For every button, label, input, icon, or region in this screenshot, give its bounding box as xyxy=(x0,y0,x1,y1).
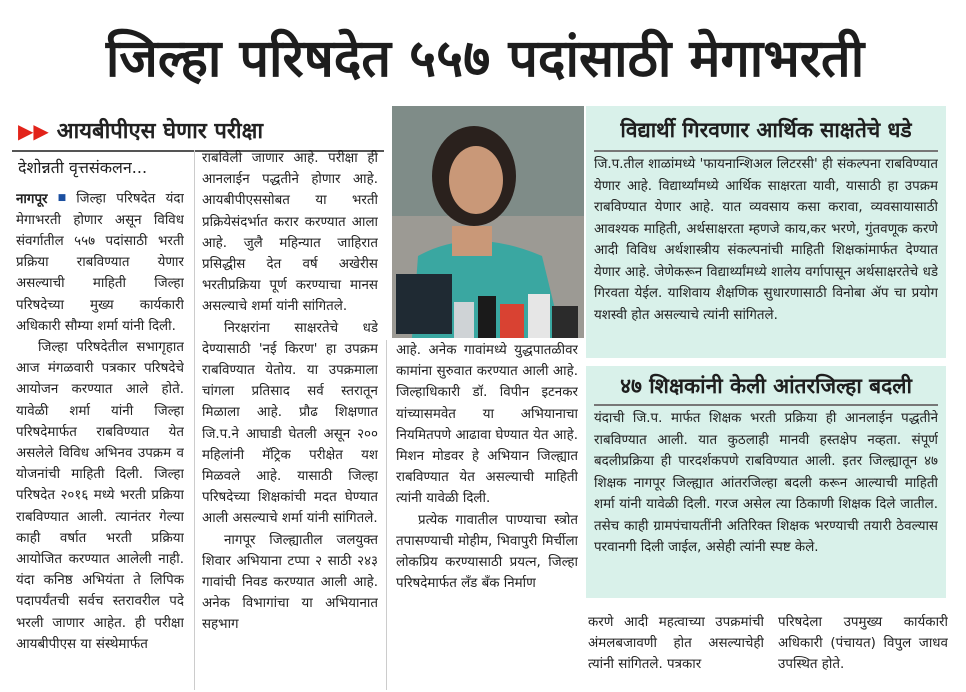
article-column-5 xyxy=(778,612,948,690)
sidebar-box-teacher-transfer xyxy=(586,366,946,598)
dateline-square-icon: ■ xyxy=(51,193,73,203)
box2-title: ४७ शिक्षकांनी केली आंतरजिल्हा बदली xyxy=(620,374,912,398)
column-divider xyxy=(194,150,195,690)
article-column-2 xyxy=(202,148,378,688)
dateline xyxy=(16,192,76,207)
double-arrow-icon: ▶▶ xyxy=(18,119,49,143)
article-column-1 xyxy=(16,188,184,688)
subheadline xyxy=(18,116,263,146)
column2-paragraph-2: निरक्षरांना साक्षरतेचे धडे देण्यासाठी 'नई किरण' हा उपक्रम राबविण्यात येतोय. या उपक्रमाला चांगला प्रतिसाद सर्व स्तरातून मिळाला आहे. प्रौढ शिक्षणात जि.प.ने आघाडी घेतली असून २०० महिलांनी मॅट्रिक परीक्षेत यश मिळवले आहे. यासाठी जिल्हा परिषदेच्या शिक्षकांची मदत घेण्यात आली असल्याचे शर्मा यांनी सांगितले. xyxy=(202,320,378,527)
article-column-4 xyxy=(588,612,764,690)
speaker-photo-illustration xyxy=(392,106,584,338)
box1-body xyxy=(594,154,938,354)
column2-paragraph-3: नागपूर जिल्ह्यातील जलयुक्त शिवार अभियाना टप्पा २ साठी २४३ गावांची निवड करण्यात आली आहे. अनेक विभागांचा या अभियानात सहभाग xyxy=(202,532,378,633)
article-column-3 xyxy=(396,340,578,690)
box1-title: विद्यार्थी गिरवणार आर्थिक साक्षतेचे धडे xyxy=(620,118,912,142)
press-conference-photo xyxy=(392,106,584,338)
dateline-city: नागपूर xyxy=(16,191,48,207)
column4-text: करणे आदी महत्वाच्या उपक्रमांची अंमलबजावणी होत असल्याचेही त्यांनी सांगितले. पत्रकार xyxy=(588,615,764,673)
column1-lead: जिल्हा परिषदेत xyxy=(76,191,156,207)
box1-text: जि.प.तील शाळांमध्ये 'फायनान्शिअल लिटरसी' ही संकल्पना राबविण्यात येणार आहे. विद्यार्थ्यांमध्ये आर्थिक साक्षरता यावी, यासाठी हा उपक्रम राबविण्यात येणार आहे. यात व्यवसाय कसा करावा, व्यवसायासाठी आवश्यक माहिती, अर्थसाक्षरता म्हणजे काय,कर भरणे, गुंतवणूक करणे आदी विविध अर्थशास्त्रीय संकल्पनांची माहिती शिक्षकांमार्फत देण्यात येणार आहे. जेणेकरून विद्यार्थ्यांमध्ये शालेय वर्गापासून अर्थसाक्षरतेचे धडे गिरवता येईल. याशिवाय शैक्षणिक सुधारणासाठी विनोबा ॲप चा प्रयोग यशस्वी होत असल्याचे त्यांनी सांगितले. xyxy=(594,157,938,323)
subheadline-text: आयबीपीएस घेणार परीक्षा xyxy=(56,119,264,144)
column1-paragraph-2: जिल्हा परिषदेतील सभागृहात आज मंगळवारी पत्रकार परिषदेचे आयोजन करण्यात आले होते. यावेळी शर्मा यांनी जिल्हा परिषदेमार्फत राबविण्यात येत असलेले विविध अभिनव उपक्रम व योजनांची माहिती दिली. जिल्हा परिषदेत २०१६ मध्ये भरती प्रक्रिया राबविण्यात आली. त्यानंतर गेल्या काही वर्षात भरती प्रक्रिया आयोजित करण्यात आलेली नाही. यंदा कनिष्ठ अभियंता ते लिपिक पदापर्यंतची सर्वच स्तरावरील पदे भरली जाणार आहेत. ही परीक्षा आयबीपीएस या संस्थेमार्फत xyxy=(16,340,184,652)
box1-rule xyxy=(594,150,938,152)
headline: जिल्हा परिषदेत ५५७ पदांसाठी मेगाभरती xyxy=(105,29,865,89)
box2-body xyxy=(594,408,938,594)
column3-paragraph-1: आहे. अनेक गावांमध्ये युद्धपातळीवर कामांना सुरुवात करण्यात आली आहे. जिल्हाधिकारी डॉ. विपीन इटनकर यांच्यासमवेत या अभियानाचा नियमितपणे आढावा घेण्यात येत आहे. मिशन मोडवर हे अभियान जिल्ह्यात राबविण्यात येत असल्याची माहिती त्यांनी यावेळी दिली. xyxy=(396,343,578,507)
column1-text-1: यंदा मेगाभरती होणार असून विविध संवर्गातील ५५७ पदांसाठी भरती प्रक्रिया राबविण्यात येणार असल्याची माहिती जिल्हा परिषदेच्या मुख्य कार्यकारी अधिकारी सौम्या शर्मा यांनी दिली. xyxy=(16,191,184,334)
byline: देशोन्नती वृत्तसंकलन... xyxy=(18,158,148,177)
sidebar-box-financial-literacy xyxy=(586,106,946,358)
column2-paragraph-1: राबविली जाणार आहे. परीक्षा ही आनलाईन पद्धतीने होणार आहे. आयबीपीएससोबत या भरती प्रक्रियेसंदर्भात करार करण्यात आला आहे. जुलै महिन्यात जाहिरात प्रसिद्धीस देत वर्ष अखेरीस भरतीप्रक्रिया पूर्ण करण्याचा मानस असल्याचे शर्मा यांनी सांगितले. xyxy=(202,151,378,315)
column5-text: परिषदेला उपमुख्य कार्यकारी अधिकारी (पंचायत) विपुल जाधव उपस्थित होते. xyxy=(778,615,948,673)
column3-paragraph-2: प्रत्येक गावातील पाण्याचा स्त्रोत तपासण्याची मोहीम, भिवापुरी मिर्चीला लोकप्रिय करण्यासाठी प्रयत्न, जिल्हा परिषदेमार्फत लँड बँक निर्माण xyxy=(396,512,578,592)
box2-rule xyxy=(594,404,938,406)
column-divider xyxy=(386,340,387,690)
column1-paragraph-1 xyxy=(16,188,184,337)
box2-text: यंदाची जि.प. मार्फत शिक्षक भरती प्रक्रिया ही आनलाईन पद्धतीने राबविण्यात आली. यात कुठलाही मानवी हस्तक्षेप नव्हता. संपूर्ण बदलीप्रक्रिया ही पारदर्शकपणे राबविण्यात आली. इतर जिल्ह्यातून ४७ शिक्षक नागपूर जिल्ह्यात आंतरजिल्हा बदली करून आल्याची माहिती शर्मा यांनी यावेळी दिली. गरज असेल त्या ठिकाणी शिक्षक दिले जातील. तसेच काही ग्रामपंचायतींनी अतिरिक्त शिक्षक भरण्याची तयारी ठेवल्यास परवानगी दिली जाईल, असेही त्यांनी स्पष्ट केले. xyxy=(594,411,938,555)
